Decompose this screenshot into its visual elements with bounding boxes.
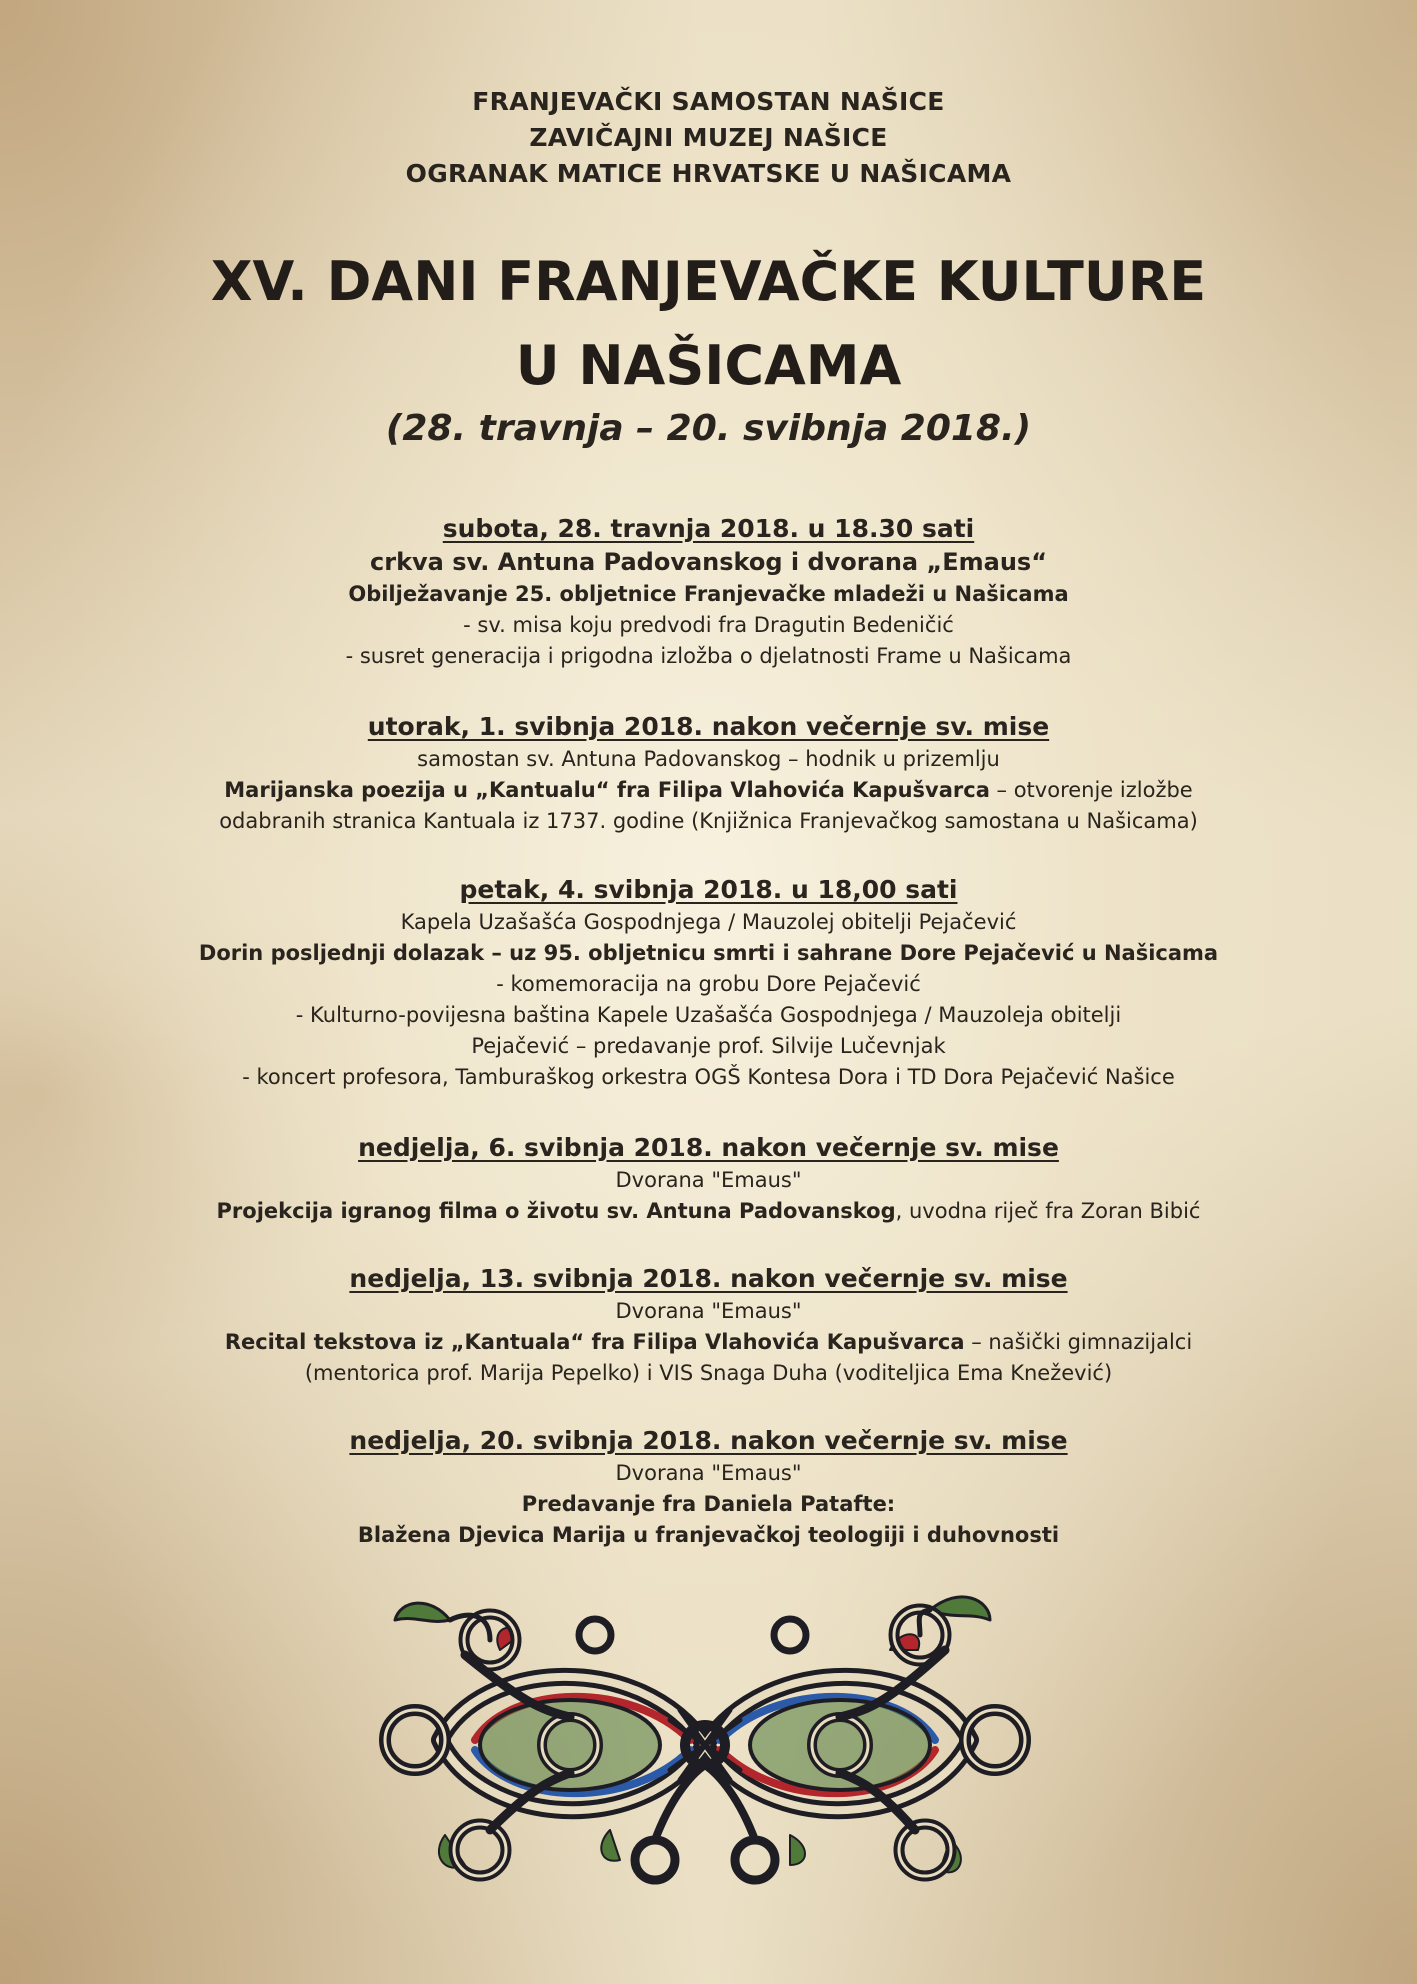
event-5-title-line [0, 1327, 1417, 1358]
event-5-line-1: (mentorica prof. Marija Pepelko) i VIS Snaga Duha (voditeljica Ema Knežević) [304, 1361, 1113, 1385]
event-1-line-2: - susret generacija i prigodna izložba o djelatnosti Frame u Našicama [345, 644, 1072, 668]
event-5-title-rest: – našički gimnazijalci [964, 1330, 1193, 1354]
event-4 [0, 1131, 1417, 1227]
organizer-1: FRANJEVAČKI SAMOSTAN NAŠICE [472, 87, 945, 116]
event-5-title: Recital tekstova iz „Kantuala“ fra Filipa Vlahovića Kapušvarca [224, 1330, 965, 1354]
event-4-title: Projekcija igranog filma o životu sv. Antuna Padovanskog [216, 1199, 896, 1223]
event-6-line-1: Blažena Djevica Marija u franjevačkoj teologiji i duhovnosti [357, 1523, 1060, 1547]
event-6-when: nedjelja, 20. svibnja 2018. nakon večernje sv. mise [349, 1426, 1068, 1455]
event-3-line-1: - komemoracija na grobu Dore Pejačević [496, 972, 921, 996]
event-5-where: Dvorana "Emaus" [615, 1299, 802, 1323]
event-2-title-line [0, 775, 1417, 806]
event-3-line-2: - Kulturno-povijesna baština Kapele Uzašašća Gospodnjega / Mauzoleja obitelji [295, 1003, 1122, 1027]
event-2-title: Marijanska poezija u „Kantualu“ fra Filipa Vlahovića Kapušvarca [224, 778, 990, 802]
organizers-block [0, 84, 1417, 192]
title-line-2: U NAŠICAMA [515, 334, 902, 397]
event-2 [0, 710, 1417, 837]
event-5 [0, 1262, 1417, 1389]
event-2-line-1: odabranih stranica Kantuala iz 1737. godine (Knjižnica Franjevačkog samostana u Našicama) [219, 809, 1198, 833]
date-range: (28. travnja – 20. svibnja 2018.) [385, 408, 1032, 449]
event-1-line-1: - sv. misa koju predvodi fra Dragutin Bedeničić [463, 613, 954, 637]
title-line-1: XV. DANI FRANJEVAČKE KULTURE [210, 250, 1207, 313]
event-1-title: Obilježavanje 25. obljetnice Franjevačke mladeži u Našicama [348, 582, 1069, 606]
event-3-line-4: - koncert profesora, Tamburaškog orkestra OGŠ Kontesa Dora i TD Dora Pejačević Našice [242, 1065, 1175, 1089]
event-6-where: Dvorana "Emaus" [615, 1461, 802, 1485]
event-3-line-3: Pejačević – predavanje prof. Silvije Lučevnjak [471, 1034, 946, 1058]
organizer-2: ZAVIČAJNI MUZEJ NAŠICE [529, 123, 888, 152]
event-1-where: crkva sv. Antuna Padovanskog i dvorana „Emaus“ [370, 548, 1047, 576]
event-2-where: samostan sv. Antuna Padovanskog – hodnik u prizemlju [417, 747, 1000, 771]
event-4-title-line [0, 1196, 1417, 1227]
event-3 [0, 873, 1417, 1093]
event-5-when: nedjelja, 13. svibnja 2018. nakon večernje sv. mise [349, 1264, 1068, 1293]
event-1-when: subota, 28. travnja 2018. u 18.30 sati [442, 514, 975, 543]
event-1 [0, 512, 1417, 672]
event-2-when: utorak, 1. svibnja 2018. nakon večernje sv. mise [367, 712, 1050, 741]
event-3-title: Dorin posljednji dolazak – uz 95. obljetnicu smrti i sahrane Dore Pejačević u Našicama [198, 941, 1219, 965]
poster-title [0, 240, 1417, 408]
celtic-knot-ornament [370, 1590, 1040, 1900]
event-6-title: Predavanje fra Daniela Patafte: [521, 1492, 896, 1516]
event-3-when: petak, 4. svibnja 2018. u 18,00 sati [459, 875, 958, 904]
event-3-where: Kapela Uzašašća Gospodnjega / Mauzolej obitelji Pejačević [400, 910, 1017, 934]
event-4-where: Dvorana "Emaus" [615, 1168, 802, 1192]
event-4-title-rest: , uvodna riječ fra Zoran Bibić [895, 1199, 1201, 1223]
event-2-title-rest: – otvorenje izložbe [989, 778, 1193, 802]
event-4-when: nedjelja, 6. svibnja 2018. nakon večernje sv. mise [358, 1133, 1059, 1162]
organizer-3: OGRANAK MATICE HRVATSKE U NAŠICAMA [405, 159, 1012, 188]
event-6 [0, 1424, 1417, 1551]
